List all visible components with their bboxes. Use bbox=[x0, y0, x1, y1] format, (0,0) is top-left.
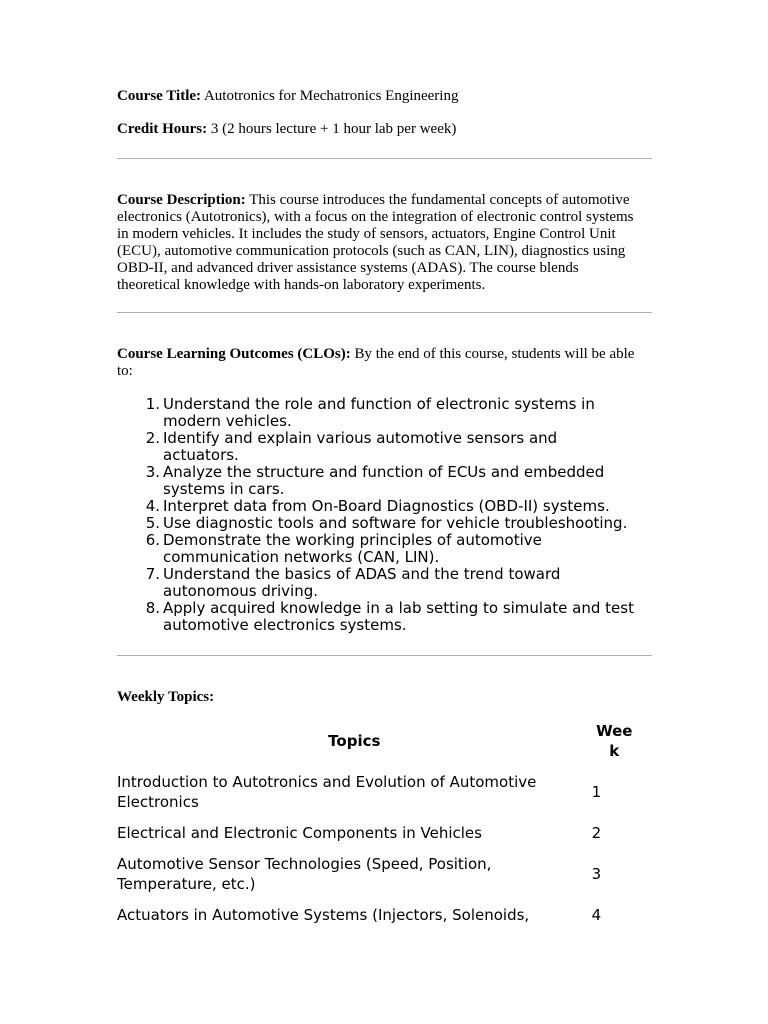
description-line: theoretical knowledge with hands-on laboratory experiments. bbox=[117, 277, 486, 293]
divider bbox=[117, 158, 652, 159]
topic-cell: Electrical and Electronic Components in Vehicles bbox=[117, 824, 482, 842]
outcomes-intro: Course Learning Outcomes (CLOs): By the end of this course, students will be able to: bbox=[117, 346, 635, 379]
divider bbox=[117, 655, 652, 656]
credit-hours-label: Credit Hours: bbox=[117, 121, 208, 137]
description-line: OBD-II, and advanced driver assistance systems (ADAS). The course blends bbox=[117, 260, 579, 276]
week-cell: 3 bbox=[591, 865, 602, 883]
course-title-line bbox=[117, 88, 652, 105]
topic-cell: Introduction to Autotronics and Evolution of Automotive Electronics bbox=[117, 773, 537, 811]
list-item: 8. Apply acquired knowledge in a lab setting to simulate and test automotive electronics systems. bbox=[145, 599, 634, 634]
course-description bbox=[117, 192, 652, 294]
column-header-topics: Topics bbox=[328, 732, 381, 750]
table-row bbox=[117, 772, 637, 812]
topic-cell: Actuators in Automotive Systems (Injectors, Solenoids, bbox=[117, 906, 530, 924]
topic-cell: Automotive Sensor Technologies (Speed, Position, Temperature, etc.) bbox=[117, 855, 492, 893]
description-line: Course Description: This course introduces the fundamental concepts of automotive bbox=[117, 192, 630, 208]
week-cell: 2 bbox=[591, 824, 602, 842]
list-item: 5. Use diagnostic tools and software for vehicle troubleshooting. bbox=[145, 514, 628, 532]
weekly-topics-heading: Weekly Topics: bbox=[117, 689, 215, 705]
credit-hours-line bbox=[117, 121, 652, 138]
course-title-value: Autotronics for Mechatronics Engineering bbox=[201, 88, 459, 104]
week-cell: 4 bbox=[591, 906, 602, 924]
list-item: 4. Interpret data from On-Board Diagnostics (OBD-II) systems. bbox=[145, 497, 610, 515]
list-item: 3. Analyze the structure and function of ECUs and embedded systems in cars. bbox=[145, 463, 605, 498]
credit-hours-value: 3 (2 hours lecture + 1 hour lab per week) bbox=[207, 121, 457, 137]
list-item: 6. Demonstrate the working principles of automotive communication networks (CAN, LIN). bbox=[145, 531, 542, 566]
description-line: (ECU), automotive communication protocols (such as CAN, LIN), diagnostics using bbox=[117, 243, 626, 259]
outcomes-list bbox=[117, 396, 652, 634]
description-line: in modern vehicles. It includes the study of sensors, actuators, Engine Control Unit bbox=[117, 226, 616, 242]
list-item: 7. Understand the basics of ADAS and the trend toward autonomous driving. bbox=[145, 565, 561, 600]
description-label: Course Description: bbox=[117, 192, 246, 208]
weekly-topics-table bbox=[117, 720, 637, 926]
outcomes-label: Course Learning Outcomes (CLOs): bbox=[117, 346, 351, 362]
table-row bbox=[117, 854, 637, 894]
course-title-label: Course Title: bbox=[117, 88, 202, 104]
week-cell: 1 bbox=[591, 783, 602, 801]
list-item: 2. Identify and explain various automotive sensors and actuators. bbox=[145, 429, 558, 464]
description-line: electronics (Autotronics), with a focus on the integration of electronic control systems bbox=[117, 209, 634, 225]
list-item: 1. Understand the role and function of electronic systems in modern vehicles. bbox=[145, 395, 595, 430]
column-header-week: Wee k bbox=[596, 722, 633, 760]
table-row bbox=[117, 822, 637, 844]
divider bbox=[117, 312, 652, 313]
table-row bbox=[117, 904, 637, 926]
